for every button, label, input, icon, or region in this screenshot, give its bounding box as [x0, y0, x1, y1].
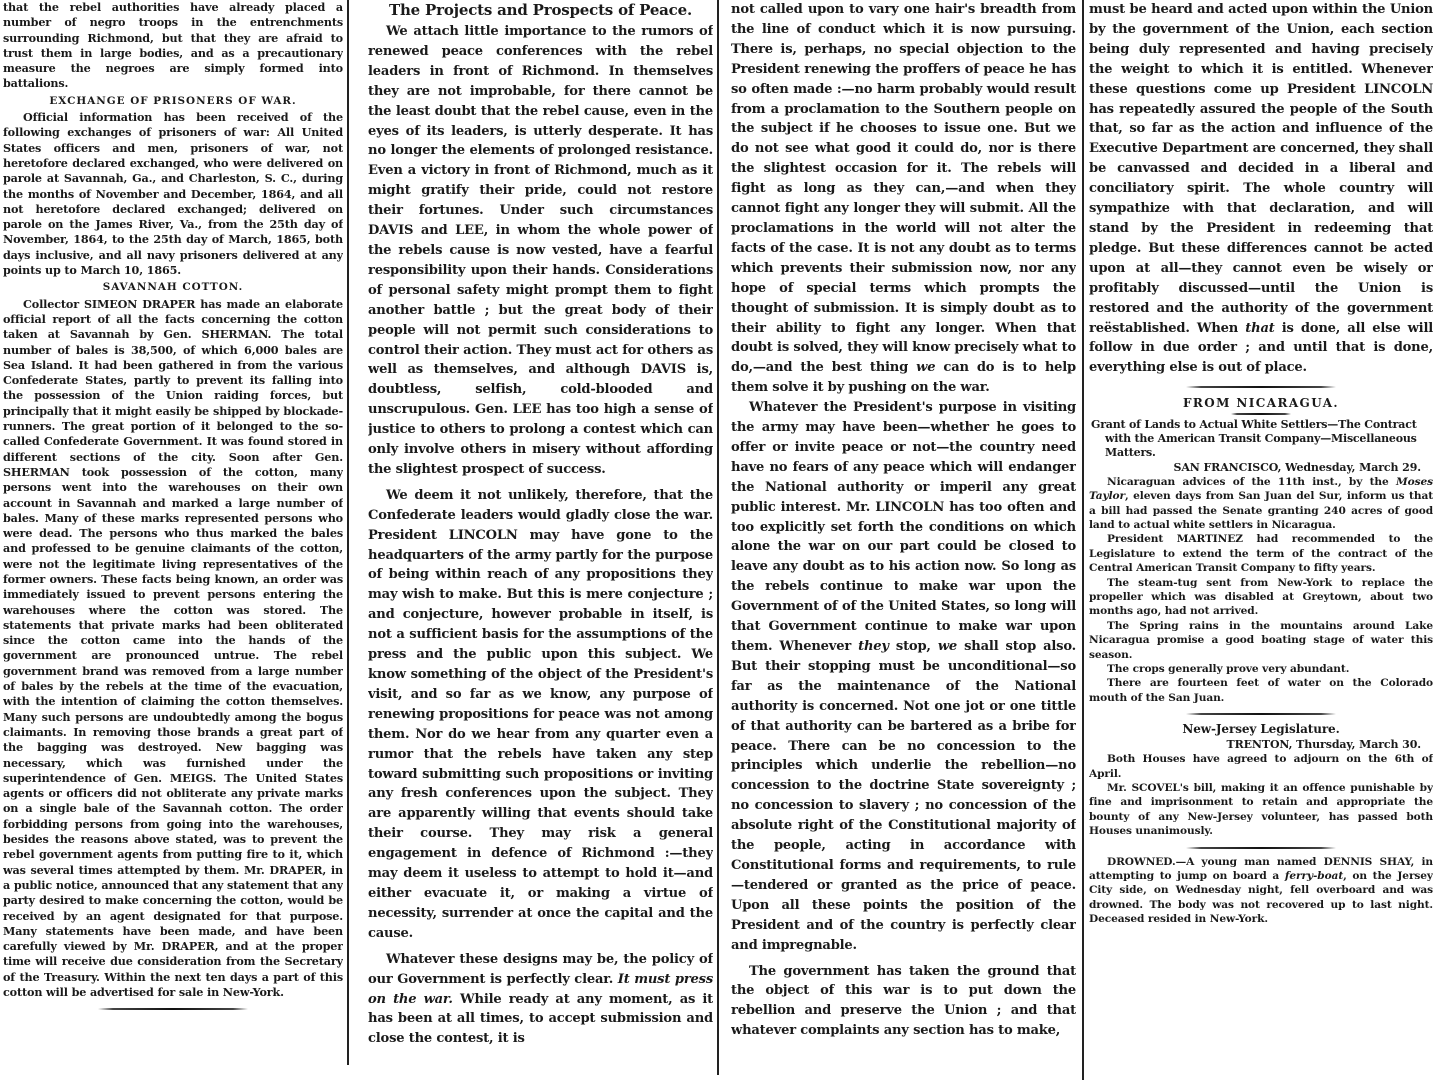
lead-word: DROWNED.: [1107, 855, 1176, 868]
article-paragraph: The Spring rains in the mountains around Lake Nicaragua promise a good boating stage of water this season.: [1089, 619, 1433, 661]
text-run: Whatever these designs may be, the policy of our Government is perfectly clear.: [368, 951, 713, 987]
text-run: stop,: [895, 639, 931, 654]
dateline: TRENTON, Thursday, March 30.: [1226, 738, 1421, 752]
italic-text: that: [1245, 320, 1275, 336]
section-rule: [98, 1008, 248, 1010]
column-2: [368, 0, 713, 1049]
italic-text: we: [916, 360, 936, 376]
column-1: [3, 0, 343, 1016]
text-run: , on the Jersey City side, on Wednesday night, fell overboard and was drowned. The body was not recovered up to last night. Deceased resided in New-York.: [1089, 870, 1433, 926]
article-title: The Projects and Prospects of Peace.: [389, 1, 692, 19]
article-paragraph: [1089, 475, 1433, 533]
text-run: can do is to help them solve it by pushing on the war.: [731, 360, 1076, 396]
text-run: Nicaraguan advices of the 11th inst., by the: [1107, 475, 1389, 488]
text-run: is done, all else will follow in due order ; and until that is done, everything else is out of place.: [1089, 320, 1433, 376]
italic-text: Moses Taylor: [1089, 475, 1433, 503]
italic-text: they: [858, 639, 889, 654]
text-run: —A young man named DENNIS SHAY, in attempting to jump on board a: [1089, 855, 1433, 883]
article-paragraph: [368, 950, 713, 1050]
text-run: shall stop also. But their stopping must be unconditional—so far as the maintenance of the National authority is concerned. Not one jot or one tittle of that authority can be bartered as a bribe for peace. There can be no concession to the principles which underlie the rebellion—no concession to the doctrine State sovereignty ; no concession to slavery ; no concession of the absolute right of the Constitutional majority of the people, acting in accordance with Constitutional forms and requirements, to rule—tendered or granted as the price of peace. Upon all these points the position of the President and of the country is perfectly clear and impregnable.: [731, 639, 1076, 953]
article-paragraph: Collector SIMEON DRAPER has made an elaborate official report of all the facts concerning the cotton taken at Savannah by Gen. SHERMAN. The total number of bales is 38,500, of which 6,000 bales are Sea Island. It had been gathered in from the various Confederate States, partly to prevent its falling into the possession of the Union raiding forces, but principally that it might easily be shipped by blockade-runners. The great portion of it belonged to the so-called Confederate Government. It was found stored in different sections of the city. Soon after Gen. SHERMAN took possession of the cotton, many persons went into the warehouses on their own account in Savannah and marked a large number of bales. Many of these marks represented persons who were dead. The persons who thus marked the bales and professed to be genuine claimants of the cotton, were not the legitimate living representatives of the former owners. These facts being known, an order was immediately issued to prevent persons entering the warehouses where the cotton was stored. The statements that private marks had been obliterated since the cotton came into the hands of the government are pronounced untrue. The rebel government brand was removed from a large number of bales by the rebels at the time of the evacuation, with the intention of claiming the cotton themselves. Many such persons are undoubtedly among the bogus claimants. In removing those brands a great part of the bagging was destroyed. New bagging was necessary, which was furnished under the superintendence of Gen. MEIGS. The United States agents or officers did not obliterate any private marks on a single bale of the Savannah cotton. The order forbidding persons from going into the warehouses, besides the reasons above stated, was to prevent the rebel government agents from putting fire to it, which was several times attempted by them. Mr. DRAPER, in a public notice, announced that any statement that any party desired to make concerning the cotton, would be received by an agent designated for that purpose. Many statements have been made, and have been carefully viewed by Mr. DRAPER, and at the proper time will receive due consideration from the Secretary of the Treasury. Within the next ten days a part of this cotton will be advertised for sale in New-York.: [3, 296, 343, 999]
article-paragraph: Mr. SCOVEL's bill, making it an offence punishable by fine and imprisonment to retain and appropriate the bounty of any New-Jersey volunteer, has passed both Houses unanimously.: [1089, 782, 1433, 838]
text-run: Whatever the President's purpose in visiting the army may have been—whether he goes to offer or invite peace or not—the country need have no fears of any peace which will endanger the National authority or imperil any great public interest. Mr. LINCOLN has too often and too explicitly set forth the conditions on which alone the war on our part could be closed to leave any doubt as to his action now. So long as the rebels continue to make war upon the Government of of the United States, so long will that Government continue to make war upon them. Whenever: [731, 400, 1076, 654]
article-paragraph: Both Houses have agreed to adjourn on the 6th of April.: [1089, 753, 1433, 780]
column-divider: [1082, 0, 1084, 1080]
column-divider: [347, 0, 349, 1065]
article-paragraph: We attach little importance to the rumors of renewed peace conferences with the rebel leaders in front of Richmond. In themselves they are not improbable, for there cannot be the least doubt that the rebel cause, even in the eyes of its leaders, is utterly desperate. It has no longer the elements of prolonged resistance. Even a victory in front of Richmond, much as it might gratify their pride, could not restore their fortunes. Under such circumstances DAVIS and LEE, in whom the whole power of the rebels cause is now vested, have a fearful responsibility upon their hands. Considerations of personal safety might prompt them to fight another battle ; but the great body of their people will not permit such considerations to control their action. They must act for others as well as themselves, and although DAVIS is, doubtless, selfish, cold-blooded and unscrupulous. Gen. LEE has too high a sense of justice to others to prolong a contest which can only involve others in misery without affording the slightest prospect of success.: [368, 24, 713, 477]
article-paragraph: We deem it not unlikely, therefore, that the Confederate leaders would gladly close the war. President LINCOLN may have gone to the headquarters of the army partly for the purpose of being within reach of any propositions they may wish to make. But this is mere conjecture ; and conjecture, however probable in itself, is not a sufficient basis for the assumptions of the press and the public upon this subject. We know something of the object of the President's visit, and so far as we know, any purpose of renewing propositions for peace was not among them. Nor do we hear from any quarter even a rumor that the rebels have taken any step toward submitting such propositions or inviting any fresh conferences upon the subject. They are apparently willing that events should take their course. They may risk a general engagement in defence of Richmond :—they may deem it useless to attempt to hold it—and either evacuate it, or making a virtue of necessity, surrender at once the capital and the cause.: [368, 487, 713, 941]
section-heading-exchange: EXCHANGE OF PRISONERS OF WAR.: [49, 94, 297, 107]
section-rule: [1186, 386, 1336, 388]
column-4: [1089, 0, 1433, 927]
dateline: SAN FRANCISCO, Wednesday, March 29.: [1173, 460, 1421, 474]
article-paragraph: [1089, 0, 1433, 378]
article-paragraph: President MARTINEZ had recommended to the Legislature to extend the term of the contract of the Central American Transit Company to fifty years.: [1089, 533, 1433, 575]
text-run: must be heard and acted upon within the Union by the government of the Union, each section being duly represented and having precisely the weight to which it is entitled. Whenever these questions come up President LINCOLN has repeatedly assured the people of the South that, so far as the action and influence of the Executive Department are concerned, they shall be canvassed and decided in a liberal and conciliatory spirit. The whole country will sympathize with that declaration, and will stand by the President in redeeming that pledge. But these differences cannot be acted upon at all—they cannot even be wisely or profitably discussed—until the Union is restored and the authority of the government reëstablished. When: [1089, 2, 1433, 336]
italic-text: ferry-boat: [1284, 870, 1344, 883]
article-paragraph: Official information has been received of the following exchanges of prisoners of war: All United States officers and men, prisoners of war, not heretofore declared exchanged, who were delivered on parole at Savannah, Ga., and Charleston, S. C., during the months of November and December, 1864, and all not heretofore declared exchanged; delivered on parole on the James River, Va., from the 25th day of November, 1864, to the 25th day of March, 1865, both days inclusive, and all navy prisoners delivered at any points up to March 10, 1865.: [3, 110, 343, 278]
column-3: [731, 0, 1076, 1041]
section-rule: [1231, 413, 1291, 415]
article-subheading: Grant of Lands to Actual White Settlers—The Contract with the American Transit Company—Miscellaneous Matters.: [1091, 417, 1417, 459]
text-run: While ready at any moment, as it has been at all times, to accept submission and close the contest, it is: [368, 991, 713, 1047]
article-paragraph: [1089, 855, 1433, 927]
section-rule: [1186, 713, 1336, 715]
italic-text: we: [937, 639, 958, 654]
italic-text: It must press on the war.: [368, 971, 713, 1007]
article-paragraph: The government has taken the ground that the object of this war is to put down the rebellion and preserve the Union ; and that whatever complaints any section has to make,: [731, 963, 1076, 1039]
text-run: , eleven days from San Juan del Sur, inform us that a bill had passed the Senate granting 240 acres of good land to actual white settlers in Nicaragua.: [1089, 490, 1433, 531]
article-paragraph: The crops generally prove very abundant.: [1107, 663, 1350, 675]
article-paragraph: [731, 0, 1076, 398]
article-paragraph: The steam-tug sent from New-York to replace the propeller which was disabled at Greytown, about two months ago, had not arrived.: [1089, 576, 1433, 618]
section-rule: [1186, 847, 1336, 849]
article-paragraph: There are fourteen feet of water on the Colorado mouth of the San Juan.: [1089, 677, 1433, 704]
article-paragraph: that the rebel authorities have already placed a number of negro troops in the entrenchments surrounding Richmond, but that they are afraid to trust them in large bodies, and as a precautionary measure the negroes are simply formed into battalions.: [3, 0, 343, 91]
article-paragraph: [731, 398, 1076, 955]
section-heading-cotton: SAVANNAH COTTON.: [102, 281, 244, 294]
column-divider: [717, 0, 719, 1075]
text-run: not called upon to vary one hair's breadth from the line of conduct which it is now pursuing. There is, perhaps, no special objection to the President renewing the proffers of peace he has so often made :—no harm probably would result from a proclamation to the Southern people on the subject if he chooses to issue one. But we do not see what good it could do, nor is there the slightest occasion for it. The rebels will fight as long as they can,—and when they cannot fight any longer they will submit. All the proclamations in the world will not alter the facts of the case. It is not any doubt as to terms which prevents their submission now, nor any hope of special terms which prompts the thought of submission. It is simply doubt as to their ability to fight any longer. When that doubt is solved, they will know precisely what to do,—and the best thing: [731, 2, 1076, 376]
section-heading-nicaragua: FROM NICARAGUA.: [1183, 396, 1339, 411]
section-heading-new-jersey: New-Jersey Legislature.: [1182, 722, 1340, 737]
